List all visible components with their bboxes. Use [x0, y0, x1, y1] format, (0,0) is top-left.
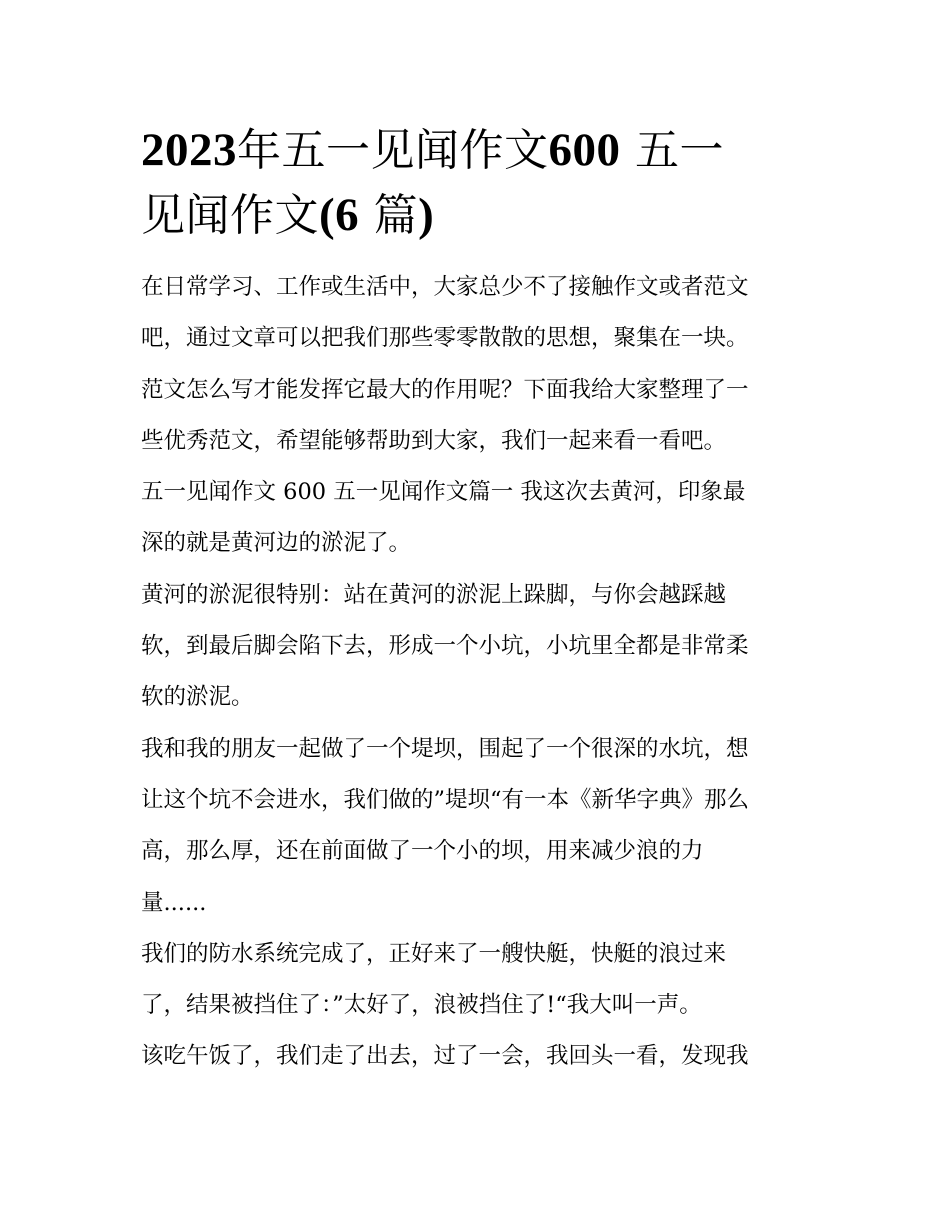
document-title [141, 118, 813, 248]
body-text-line: 该吃午饭了，我们走了出去，过了一会，我回头一看，发现我 [141, 1043, 749, 1070]
document-body [141, 262, 813, 1083]
title-segment: 600 [548, 124, 621, 176]
body-text-line: 些优秀范文，希望能够帮助到大家，我们一起来看一看吧。 [141, 427, 727, 454]
title-segment: 篇 [359, 190, 419, 241]
title-segment: 2023 [141, 124, 237, 176]
body-text-line: 让这个坑不会进水，我们做的”堤坝“有一本《新华字典》那么 [141, 786, 750, 813]
title-segment: 五一 [620, 125, 724, 176]
title-segment: 见闻作文 [141, 190, 319, 241]
body-text-line: 吧，通过文章可以把我们那些零零散散的思想，聚集在一块。 [141, 325, 749, 352]
body-text-line: 深的就是黄河边的淤泥了。 [141, 530, 412, 557]
body-text-line: 了，结果被挡住了：”太好了，浪被挡住了!“我大叫一声。 [141, 992, 702, 1019]
document-page [141, 118, 813, 1083]
body-text-line: 我们的防水系统完成了，正好来了一艘快艇，快艇的浪过来 [141, 940, 727, 967]
body-text-line: 黄河的淤泥很特别：站在黄河的淤泥上跺脚，与你会越踩越 [141, 581, 727, 608]
body-text-line: 量...... [141, 889, 207, 916]
body-text-line: 高，那么厚，还在前面做了一个小的坝，用来减少浪的力 [141, 838, 704, 865]
body-text-line: 在日常学习、工作或生活中，大家总少不了接触作文或者范文 [141, 274, 749, 300]
body-text-line: 五一见闻作文 600 五一见闻作文篇一 我这次去黄河，印象最 [141, 479, 746, 506]
body-text-line: 软的淤泥。 [141, 684, 254, 711]
title-line [141, 118, 813, 183]
title-segment: (6 [319, 189, 360, 241]
title-line [141, 183, 813, 248]
body-text-line: 范文怎么写才能发挥它最大的作用呢？下面我给大家整理了一 [141, 376, 749, 403]
title-segment: ) [418, 189, 435, 241]
body-text-line: 我和我的朋友一起做了一个堤坝，围起了一个很深的水坑，想 [141, 735, 749, 762]
title-segment: 年五一见闻作文 [237, 125, 549, 176]
body-text-line: 软，到最后脚会陷下去，形成一个小坑，小坑里全都是非常柔 [141, 633, 749, 660]
